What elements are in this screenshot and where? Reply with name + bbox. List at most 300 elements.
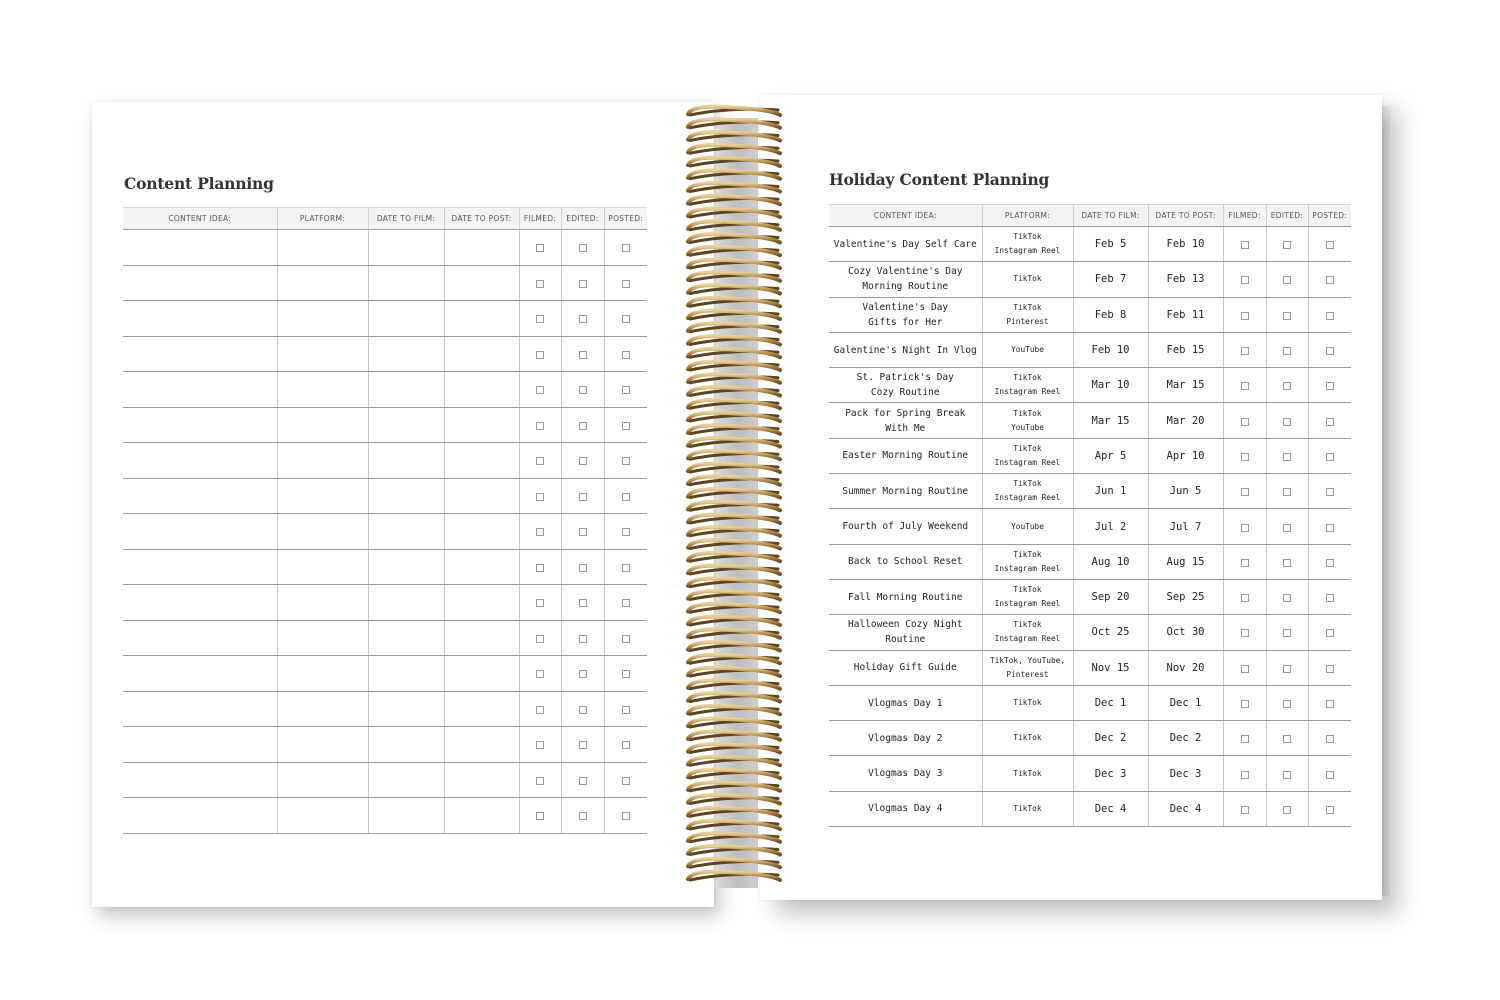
checkbox-icon[interactable]: [1241, 347, 1249, 355]
checkbox-icon[interactable]: [536, 528, 544, 536]
checkbox-icon[interactable]: [1326, 276, 1334, 284]
platform-cell[interactable]: [982, 509, 1073, 544]
table-row: [123, 514, 647, 550]
content-idea-text: Vlogmas Day 4: [868, 803, 943, 815]
checkbox-icon[interactable]: [1241, 488, 1249, 496]
platform-cell[interactable]: [982, 297, 1073, 332]
checkbox-icon[interactable]: [579, 422, 587, 430]
platform-text: TikTok: [1013, 302, 1042, 312]
date-to-film-cell[interactable]: [368, 620, 444, 656]
content-idea-cell[interactable]: [829, 615, 982, 650]
content-idea-cell[interactable]: [829, 438, 982, 473]
checkbox-icon[interactable]: [536, 280, 544, 288]
checkbox-icon[interactable]: [1283, 347, 1291, 355]
checkbox-icon[interactable]: [1283, 665, 1291, 673]
checkbox-icon[interactable]: [1326, 488, 1334, 496]
checkbox-icon[interactable]: [1283, 806, 1291, 814]
filmed-cell: [1223, 615, 1266, 650]
checkbox-icon[interactable]: [1283, 629, 1291, 637]
platform-cell[interactable]: [982, 438, 1073, 473]
checkbox-icon[interactable]: [536, 812, 544, 820]
checkbox-icon[interactable]: [1283, 312, 1291, 320]
date-to-post-cell[interactable]: Sep 25: [1148, 579, 1223, 614]
content-idea-cell[interactable]: [123, 265, 277, 301]
posted-cell: [1308, 756, 1351, 791]
platform-text: TikTok: [1013, 443, 1042, 453]
date-to-post-cell[interactable]: [444, 407, 519, 443]
date-to-film-cell[interactable]: [368, 336, 444, 372]
content-idea-cell[interactable]: [123, 585, 277, 621]
checkbox-icon[interactable]: [622, 244, 630, 252]
posted-cell: [1308, 332, 1351, 367]
platform-cell[interactable]: [277, 727, 368, 763]
date-to-post-cell[interactable]: [444, 762, 519, 798]
checkbox-icon[interactable]: [579, 386, 587, 394]
checkbox-icon[interactable]: [622, 812, 630, 820]
checkbox-icon[interactable]: [1326, 453, 1334, 461]
edited-cell: [561, 336, 604, 372]
checkbox-icon[interactable]: [1326, 700, 1334, 708]
column-header: DATE TO FILM:: [368, 208, 444, 230]
date-to-post-cell[interactable]: Dec 4: [1148, 791, 1223, 826]
posted-cell: [1308, 438, 1351, 473]
date-to-post-cell[interactable]: [444, 230, 519, 266]
checkbox-icon[interactable]: [622, 528, 630, 536]
content-idea-cell[interactable]: [829, 544, 982, 579]
platform-cell[interactable]: [982, 579, 1073, 614]
date-to-film-cell[interactable]: Jul 2: [1073, 509, 1148, 544]
checkbox-icon[interactable]: [579, 635, 587, 643]
checkbox-icon[interactable]: [579, 670, 587, 678]
checkbox-icon[interactable]: [1283, 771, 1291, 779]
date-to-post-cell[interactable]: Dec 3: [1148, 756, 1223, 791]
platform-cell[interactable]: [277, 301, 368, 337]
checkbox-icon[interactable]: [536, 635, 544, 643]
checkbox-icon[interactable]: [579, 493, 587, 501]
filmed-cell: [519, 620, 561, 656]
date-to-film-cell[interactable]: [368, 372, 444, 408]
content-idea-cell[interactable]: [123, 407, 277, 443]
checkbox-icon[interactable]: [579, 244, 587, 252]
filmed-cell: [1223, 474, 1266, 509]
checkbox-icon[interactable]: [622, 457, 630, 465]
checkbox-icon[interactable]: [536, 457, 544, 465]
date-to-film-cell[interactable]: [368, 230, 444, 266]
platform-cell[interactable]: [277, 620, 368, 656]
content-idea-cell[interactable]: [123, 230, 277, 266]
posted-cell: [1308, 685, 1351, 720]
checkbox-icon[interactable]: [622, 741, 630, 749]
table-row: [829, 403, 1351, 438]
date-to-post-cell[interactable]: Dec 1: [1148, 685, 1223, 720]
column-header: PLATFORM:: [277, 208, 368, 230]
checkbox-icon[interactable]: [536, 599, 544, 607]
content-idea-cell[interactable]: [123, 798, 277, 834]
content-idea-cell[interactable]: [123, 656, 277, 692]
platform-text: Instagram Reel: [994, 246, 1061, 256]
content-idea-cell[interactable]: [829, 721, 982, 756]
checkbox-icon[interactable]: [1326, 418, 1334, 426]
platform-cell[interactable]: [982, 368, 1073, 403]
checkbox-icon[interactable]: [1283, 488, 1291, 496]
checkbox-icon[interactable]: [579, 528, 587, 536]
content-idea-cell[interactable]: [829, 685, 982, 720]
date-to-post-cell[interactable]: [444, 656, 519, 692]
platform-cell[interactable]: [982, 227, 1073, 262]
edited-cell: [1266, 509, 1308, 544]
platform-cell[interactable]: [982, 262, 1073, 297]
date-to-film-cell[interactable]: Feb 8: [1073, 297, 1148, 332]
table-row: [123, 620, 647, 656]
date-to-film-cell[interactable]: [368, 514, 444, 550]
checkbox-icon[interactable]: [536, 741, 544, 749]
platform-cell[interactable]: [277, 372, 368, 408]
column-header: POSTED:: [1308, 205, 1351, 227]
checkbox-icon[interactable]: [579, 351, 587, 359]
checkbox-icon[interactable]: [1241, 700, 1249, 708]
filmed-cell: [519, 514, 561, 550]
date-to-film-cell[interactable]: [368, 656, 444, 692]
date-to-film-cell[interactable]: [368, 798, 444, 834]
table-row: [829, 685, 1351, 720]
content-idea-cell[interactable]: [829, 650, 982, 685]
filmed-cell: [519, 407, 561, 443]
table-row: [123, 549, 647, 585]
date-to-post-cell[interactable]: Aug 15: [1148, 544, 1223, 579]
checkbox-icon[interactable]: [1241, 629, 1249, 637]
checkbox-icon[interactable]: [536, 706, 544, 714]
content-idea-cell[interactable]: [829, 474, 982, 509]
date-to-post-cell[interactable]: [444, 372, 519, 408]
content-idea-cell[interactable]: [829, 332, 982, 367]
checkbox-icon[interactable]: [536, 244, 544, 252]
platform-cell[interactable]: [277, 656, 368, 692]
checkbox-icon[interactable]: [1283, 276, 1291, 284]
spiral-coil-icon: [688, 234, 780, 242]
checkbox-icon[interactable]: [622, 493, 630, 501]
date-to-post-cell[interactable]: Feb 11: [1148, 297, 1223, 332]
spiral-coil-icon: [688, 183, 780, 191]
checkbox-icon[interactable]: [579, 706, 587, 714]
platform-cell[interactable]: [982, 791, 1073, 826]
content-idea-cell[interactable]: [829, 227, 982, 262]
content-idea-cell[interactable]: [829, 791, 982, 826]
checkbox-icon[interactable]: [579, 741, 587, 749]
checkbox-icon[interactable]: [1326, 312, 1334, 320]
checkbox-icon[interactable]: [1283, 418, 1291, 426]
table-row: [829, 227, 1351, 262]
platform-cell[interactable]: [982, 615, 1073, 650]
edited-cell: [561, 301, 604, 337]
date-to-post-cell[interactable]: Feb 10: [1148, 227, 1223, 262]
date-to-film-cell[interactable]: Dec 2: [1073, 721, 1148, 756]
platform-cell[interactable]: [982, 685, 1073, 720]
checkbox-icon[interactable]: [1283, 524, 1291, 532]
checkbox-icon[interactable]: [1326, 629, 1334, 637]
platform-cell[interactable]: [982, 650, 1073, 685]
content-idea-cell[interactable]: [123, 549, 277, 585]
date-to-post-cell[interactable]: Oct 30: [1148, 615, 1223, 650]
date-to-film-cell[interactable]: Oct 25: [1073, 615, 1148, 650]
content-idea-text: Pack for Spring Break: [845, 407, 966, 419]
date-to-film-cell[interactable]: [368, 691, 444, 727]
spiral-coil-icon: [688, 808, 780, 816]
date-to-post-cell[interactable]: Dec 2: [1148, 721, 1223, 756]
checkbox-icon[interactable]: [1326, 559, 1334, 567]
date-to-film-cell[interactable]: Dec 4: [1073, 791, 1148, 826]
checkbox-icon[interactable]: [1326, 771, 1334, 779]
date-to-film-cell[interactable]: Feb 7: [1073, 262, 1148, 297]
checkbox-icon[interactable]: [1326, 524, 1334, 532]
date-to-film-cell[interactable]: [368, 443, 444, 479]
checkbox-icon[interactable]: [579, 812, 587, 820]
table-row: [123, 727, 647, 763]
checkbox-icon[interactable]: [579, 599, 587, 607]
platform-cell[interactable]: [277, 798, 368, 834]
checkbox-icon[interactable]: [1241, 559, 1249, 567]
checkbox-icon[interactable]: [622, 422, 630, 430]
content-idea-cell[interactable]: [123, 691, 277, 727]
platform-cell[interactable]: [277, 691, 368, 727]
platform-cell[interactable]: [277, 585, 368, 621]
posted-cell: [1308, 227, 1351, 262]
checkbox-icon[interactable]: [1241, 312, 1249, 320]
content-idea-cell[interactable]: [829, 368, 982, 403]
platform-cell[interactable]: [277, 478, 368, 514]
date-to-post-cell[interactable]: Mar 20: [1148, 403, 1223, 438]
table-row: [123, 265, 647, 301]
checkbox-icon[interactable]: [622, 777, 630, 785]
date-to-film-cell[interactable]: Dec 3: [1073, 756, 1148, 791]
checkbox-icon[interactable]: [1283, 594, 1291, 602]
date-to-film-cell[interactable]: Jun 1: [1073, 474, 1148, 509]
checkbox-icon[interactable]: [536, 315, 544, 323]
checkbox-icon[interactable]: [622, 564, 630, 572]
content-idea-cell[interactable]: [829, 509, 982, 544]
date-to-film-cell[interactable]: Feb 5: [1073, 227, 1148, 262]
date-to-post-cell[interactable]: [444, 336, 519, 372]
date-to-post-cell[interactable]: [444, 620, 519, 656]
content-idea-cell[interactable]: [123, 372, 277, 408]
date-to-post-cell[interactable]: [444, 585, 519, 621]
checkbox-icon[interactable]: [579, 315, 587, 323]
content-idea-cell[interactable]: [123, 478, 277, 514]
checkbox-icon[interactable]: [536, 670, 544, 678]
date-to-film-cell[interactable]: Feb 10: [1073, 332, 1148, 367]
platform-cell[interactable]: [982, 756, 1073, 791]
content-idea-cell[interactable]: [123, 727, 277, 763]
posted-cell: [604, 230, 647, 266]
date-to-post-cell[interactable]: [444, 549, 519, 585]
platform-cell[interactable]: [277, 443, 368, 479]
checkbox-icon[interactable]: [622, 599, 630, 607]
checkbox-icon[interactable]: [1241, 771, 1249, 779]
checkbox-icon[interactable]: [1326, 347, 1334, 355]
filmed-cell: [1223, 368, 1266, 403]
date-to-film-cell[interactable]: [368, 549, 444, 585]
date-to-film-cell[interactable]: [368, 478, 444, 514]
platform-cell[interactable]: [982, 544, 1073, 579]
spiral-coil-icon: [688, 719, 780, 727]
date-to-post-cell[interactable]: [444, 265, 519, 301]
date-to-film-cell[interactable]: [368, 727, 444, 763]
checkbox-icon[interactable]: [579, 564, 587, 572]
checkbox-icon[interactable]: [1241, 241, 1249, 249]
checkbox-icon[interactable]: [1241, 806, 1249, 814]
checkbox-icon[interactable]: [1326, 594, 1334, 602]
platform-text: Instagram Reel: [994, 493, 1061, 503]
checkbox-icon[interactable]: [622, 315, 630, 323]
checkbox-icon[interactable]: [536, 351, 544, 359]
edited-cell: [1266, 332, 1308, 367]
date-to-post-cell[interactable]: Feb 13: [1148, 262, 1223, 297]
date-to-post-cell[interactable]: [444, 514, 519, 550]
filmed-cell: [1223, 791, 1266, 826]
checkbox-icon[interactable]: [622, 670, 630, 678]
date-to-post-cell[interactable]: Jul 7: [1148, 509, 1223, 544]
date-to-film-cell[interactable]: Mar 15: [1073, 403, 1148, 438]
date-to-film-cell[interactable]: [368, 585, 444, 621]
checkbox-icon[interactable]: [1241, 735, 1249, 743]
date-to-film-cell[interactable]: Apr 5: [1073, 438, 1148, 473]
platform-cell[interactable]: [277, 230, 368, 266]
edited-cell: [1266, 474, 1308, 509]
checkbox-icon[interactable]: [1241, 382, 1249, 390]
content-idea-cell[interactable]: [829, 297, 982, 332]
date-to-post-cell[interactable]: [444, 478, 519, 514]
checkbox-icon[interactable]: [579, 777, 587, 785]
date-to-post-cell[interactable]: [444, 727, 519, 763]
platform-text: TikTok: [1013, 373, 1042, 383]
date-to-post-cell[interactable]: [444, 691, 519, 727]
checkbox-icon[interactable]: [1283, 241, 1291, 249]
edited-cell: [561, 549, 604, 585]
platform-cell[interactable]: [277, 407, 368, 443]
spiral-coil-icon: [688, 119, 780, 127]
checkbox-icon[interactable]: [1241, 276, 1249, 284]
checkbox-icon[interactable]: [1241, 594, 1249, 602]
table-row: [829, 474, 1351, 509]
checkbox-icon[interactable]: [1326, 735, 1334, 743]
date-to-film-cell[interactable]: Mar 10: [1073, 368, 1148, 403]
checkbox-icon[interactable]: [1283, 382, 1291, 390]
platform-cell[interactable]: [982, 332, 1073, 367]
checkbox-icon[interactable]: [536, 386, 544, 394]
edited-cell: [561, 443, 604, 479]
checkbox-icon[interactable]: [1241, 453, 1249, 461]
date-to-film-cell[interactable]: [368, 407, 444, 443]
date-to-post-cell[interactable]: [444, 301, 519, 337]
date-to-film-cell[interactable]: Sep 20: [1073, 579, 1148, 614]
posted-cell: [1308, 791, 1351, 826]
date-to-post-cell[interactable]: Nov 20: [1148, 650, 1223, 685]
platform-cell[interactable]: [277, 762, 368, 798]
checkbox-icon[interactable]: [622, 706, 630, 714]
content-idea-cell[interactable]: [123, 336, 277, 372]
checkbox-icon[interactable]: [579, 457, 587, 465]
platform-cell[interactable]: [982, 403, 1073, 438]
date-to-film-cell[interactable]: Nov 15: [1073, 650, 1148, 685]
checkbox-icon[interactable]: [622, 635, 630, 643]
checkbox-icon[interactable]: [1326, 806, 1334, 814]
checkbox-icon[interactable]: [536, 493, 544, 501]
spiral-coil-icon: [688, 744, 780, 752]
date-to-post-cell[interactable]: Mar 15: [1148, 368, 1223, 403]
checkbox-icon[interactable]: [622, 351, 630, 359]
checkbox-icon[interactable]: [536, 422, 544, 430]
checkbox-icon[interactable]: [1283, 559, 1291, 567]
date-to-film-cell[interactable]: Aug 10: [1073, 544, 1148, 579]
checkbox-icon[interactable]: [1241, 418, 1249, 426]
spiral-coil-icon: [688, 464, 780, 472]
checkbox-icon[interactable]: [1283, 700, 1291, 708]
spiral-coil-icon: [688, 833, 780, 841]
posted-cell: [1308, 579, 1351, 614]
checkbox-icon[interactable]: [536, 564, 544, 572]
date-to-film-cell[interactable]: [368, 301, 444, 337]
date-to-post-cell[interactable]: [444, 443, 519, 479]
content-idea-cell[interactable]: [123, 514, 277, 550]
checkbox-icon[interactable]: [622, 386, 630, 394]
checkbox-icon[interactable]: [1326, 665, 1334, 673]
content-idea-cell[interactable]: [829, 262, 982, 297]
checkbox-icon[interactable]: [1241, 665, 1249, 673]
content-idea-cell[interactable]: [829, 403, 982, 438]
date-to-post-cell[interactable]: Apr 10: [1148, 438, 1223, 473]
date-to-film-cell[interactable]: [368, 265, 444, 301]
posted-cell: [1308, 403, 1351, 438]
platform-text: YouTube: [1011, 422, 1044, 432]
posted-cell: [604, 514, 647, 550]
platform-cell[interactable]: [982, 474, 1073, 509]
checkbox-icon[interactable]: [1283, 735, 1291, 743]
date-to-film-cell[interactable]: [368, 762, 444, 798]
content-idea-cell[interactable]: [123, 762, 277, 798]
content-idea-cell[interactable]: [123, 443, 277, 479]
platform-text: TikTok: [1013, 232, 1042, 242]
filmed-cell: [519, 798, 561, 834]
edited-cell: [1266, 756, 1308, 791]
platform-cell[interactable]: [982, 721, 1073, 756]
content-idea-text: Fourth of July Weekend: [842, 521, 969, 533]
platform-cell[interactable]: [277, 549, 368, 585]
date-to-post-cell[interactable]: [444, 798, 519, 834]
date-to-film-cell[interactable]: Dec 1: [1073, 685, 1148, 720]
edited-cell: [561, 691, 604, 727]
platform-cell[interactable]: [277, 265, 368, 301]
content-idea-cell[interactable]: [829, 756, 982, 791]
checkbox-icon[interactable]: [1283, 453, 1291, 461]
filmed-cell: [1223, 579, 1266, 614]
edited-cell: [1266, 368, 1308, 403]
checkbox-icon[interactable]: [536, 777, 544, 785]
checkbox-icon[interactable]: [579, 280, 587, 288]
posted-cell: [604, 691, 647, 727]
content-idea-cell[interactable]: [123, 620, 277, 656]
spiral-coil-icon: [688, 578, 780, 586]
checkbox-icon[interactable]: [622, 280, 630, 288]
date-to-post-cell[interactable]: Feb 15: [1148, 332, 1223, 367]
checkbox-icon[interactable]: [1326, 382, 1334, 390]
spiral-coil-icon: [688, 336, 780, 344]
content-idea-cell[interactable]: [829, 579, 982, 614]
checkbox-icon[interactable]: [1326, 241, 1334, 249]
platform-cell[interactable]: [277, 336, 368, 372]
date-to-post-cell[interactable]: Jun 5: [1148, 474, 1223, 509]
checkbox-icon[interactable]: [1241, 524, 1249, 532]
platform-cell[interactable]: [277, 514, 368, 550]
content-idea-cell[interactable]: [123, 301, 277, 337]
